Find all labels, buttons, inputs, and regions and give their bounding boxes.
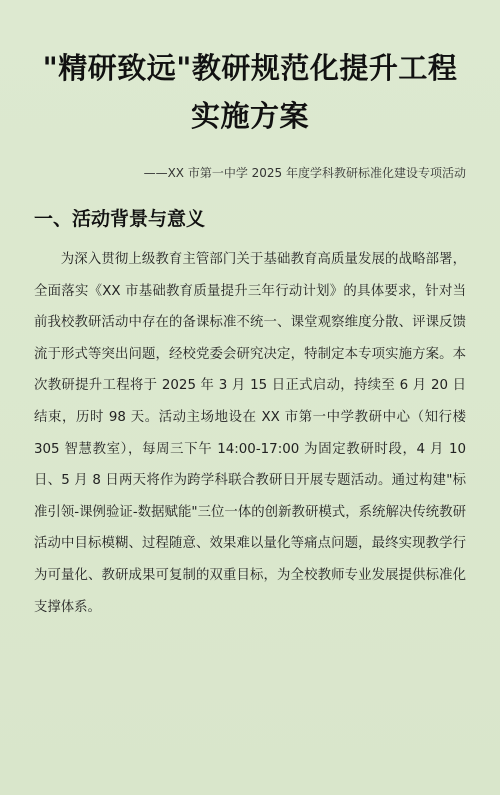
section-heading: 一、活动背景与意义 <box>34 208 206 230</box>
section-paragraph: 为深入贯彻上级教育主管部门关于基础教育高质量发展的战略部署，全面落实《XX 市基础教育质量提升三年行动计划》的具体要求，针对当前我校教研活动中存在的备课标准不统一、课堂观察维度分散、评课反馈流于形式等突出问题，经校党委会研究决定，特制定本专项实施方案。本次教研提升工程将于 2025 年 3 月 15 日正式启动，持续至 6 月 20 日结束，历时 98 天。活动主场地设在 XX 市第一中学教研中心（知行楼 305 智慧教室），每周三下午 14:00-17:00 为固定教研时段，4 月 10 日、5 月 8 日两天将作为跨学科联合教研日开展专题活动。通过构建"标准引领-课例验证-数据赋能"三位一体的创新教研模式，系统解决传统教研活动中目标模糊、过程随意、效果难以量化等痛点问题，最终实现教学行为可量化、教研成果可复制的双重目标，为全校教师专业发展提供标准化支撑体系。 <box>34 252 466 615</box>
document-subtitle: ——XX 市第一中学 2025 年度学科教研标准化建设专项活动 <box>143 166 466 180</box>
document-title: "精研致远"教研规范化提升工程实施方案 <box>42 51 458 133</box>
